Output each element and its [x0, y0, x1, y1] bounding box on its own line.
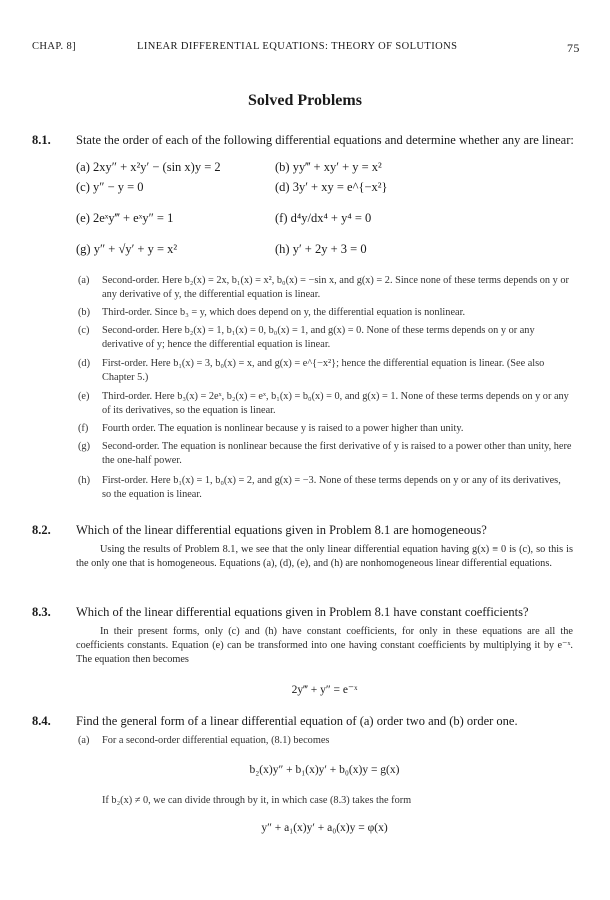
problem-question-8-1: State the order of each of the following differential equations and determine whether any are linear:: [76, 133, 574, 147]
problem-question-8-4: Find the general form of a linear differential equation of (a) order two and (b) order one.: [76, 714, 518, 728]
solution-b: [78, 306, 573, 320]
solution-text: Fourth order. The equation is nonlinear because y is raised to a power higher than unity.: [102, 423, 464, 434]
solution-text: Second-order. Here b₂(x) = 1, b₁(x) = 0, b₀(x) = 1, and g(x) = 0. None of these terms depends on y or any derivative of y; hence the differential equation is linear.: [102, 325, 535, 350]
running-title: LINEAR DIFFERENTIAL EQUATIONS: THEORY OF SOLUTIONS: [137, 41, 458, 52]
solution-g: [78, 440, 573, 468]
equation-d: (d) 3y′ + xy = e^{−x²}: [275, 180, 388, 194]
problem-question-8-2: Which of the linear differential equations given in Problem 8.1 are homogeneous?: [76, 523, 487, 537]
solution-text: Second-order. The equation is nonlinear because the first derivative of y is raised to a power other than unity, here the one-half power.: [102, 441, 572, 466]
solution-d: [78, 357, 573, 385]
solution-f: [78, 422, 573, 436]
equation-8-4-1: b₂(x)y″ + b₁(x)y′ + b₀(x)y = g(x): [249, 764, 400, 776]
equation-f: (f) d⁴y/dx⁴ + y⁴ = 0: [275, 211, 372, 225]
solution-e: [78, 390, 573, 418]
part-text: For a second-order differential equation, (8.1) becomes: [102, 735, 330, 746]
equation-c: (c) y″ − y = 0: [76, 180, 144, 194]
solution-label: (g): [78, 441, 91, 452]
problem-answer-8-3: In their present forms, only (c) and (h) have constant coefficients, for only in these equations are all the coefficients constants. Equation (e) can be transformed into one having constant coefficients by multiplying it by e⁻ˣ. The equation then becomes: [76, 626, 573, 665]
solution-label: (b): [78, 307, 91, 318]
problem-text-8-4: If b₂(x) ≠ 0, we can divide through by it, in which case (8.3) takes the form: [102, 795, 412, 806]
solution-a: [78, 274, 573, 302]
solution-label: (a): [78, 275, 90, 286]
solution-label: (e): [78, 391, 90, 402]
solution-text: Third-order. Since b₃ = y, which does depend on y, the differential equation is nonlinear.: [102, 307, 466, 318]
problem-number-8-2: 8.2.: [32, 523, 51, 537]
solution-text: First-order. Here b₁(x) = 3, b₀(x) = x, and g(x) = e^{−x²}; hence the differential equation is linear. (See also Chapter 5.): [102, 358, 545, 383]
solution-text: First-order. Here b₁(x) = 1, b₀(x) = 2, and g(x) = −3. None of these terms depends on y or any of its derivatives, so the equation is linear.: [102, 475, 561, 500]
solution-label: (d): [78, 358, 91, 369]
problem-answer-8-2: Using the results of Problem 8.1, we see that the only linear differential equation having g(x) ≡ 0 is (c), so this is the only one that is homogeneous. Equations (a), (d), (e), and (h) are nonhomogeneous linear differential equations.: [76, 544, 573, 569]
section-title: Solved Problems: [248, 92, 362, 109]
equation-8-4-2: y″ + a₁(x)y′ + a₀(x)y = φ(x): [261, 822, 388, 834]
solution-text: Second-order. Here b₂(x) = 2x, b₁(x) = x², b₀(x) = −sin x, and g(x) = 2. Since none of these terms depends on y or any derivative of y, the differential equation is linear.: [102, 275, 569, 300]
solution-label: (h): [78, 475, 91, 486]
equation-e: (e) 2eˣy‴ + eˣy″ = 1: [76, 211, 174, 225]
chapter-label: CHAP. 8]: [32, 41, 77, 52]
problem-number-8-1: 8.1.: [32, 133, 51, 147]
page-number: 75: [567, 41, 580, 55]
equation-h: (h) y′ + 2y + 3 = 0: [275, 242, 367, 256]
solution-text: Third-order. Here b₃(x) = 2eˣ, b₂(x) = eˣ, b₁(x) = b₀(x) = 0, and g(x) = 1. None of these terms depends on y or any of its derivatives, so the equation is linear.: [102, 391, 569, 416]
equation-a: (a) 2xy″ + x²y′ − (sin x)y = 2: [76, 160, 221, 174]
part-label: (a): [78, 735, 90, 746]
equation-b: (b) yy‴ + xy′ + y = x²: [275, 160, 382, 174]
solution-h: [78, 474, 573, 502]
equation-8-3: 2y‴ + y″ = e⁻ˣ: [291, 684, 358, 696]
solution-label: (c): [78, 325, 90, 336]
equation-g: (g) y″ + √y′ + y = x²: [76, 242, 178, 256]
problem-part-a-8-4: [78, 734, 573, 748]
problem-number-8-4: 8.4.: [32, 714, 51, 728]
problem-number-8-3: 8.3.: [32, 605, 51, 619]
solution-label: (f): [78, 423, 89, 434]
solution-c: [78, 324, 573, 352]
problem-question-8-3: Which of the linear differential equations given in Problem 8.1 have constant coefficients?: [76, 605, 529, 619]
